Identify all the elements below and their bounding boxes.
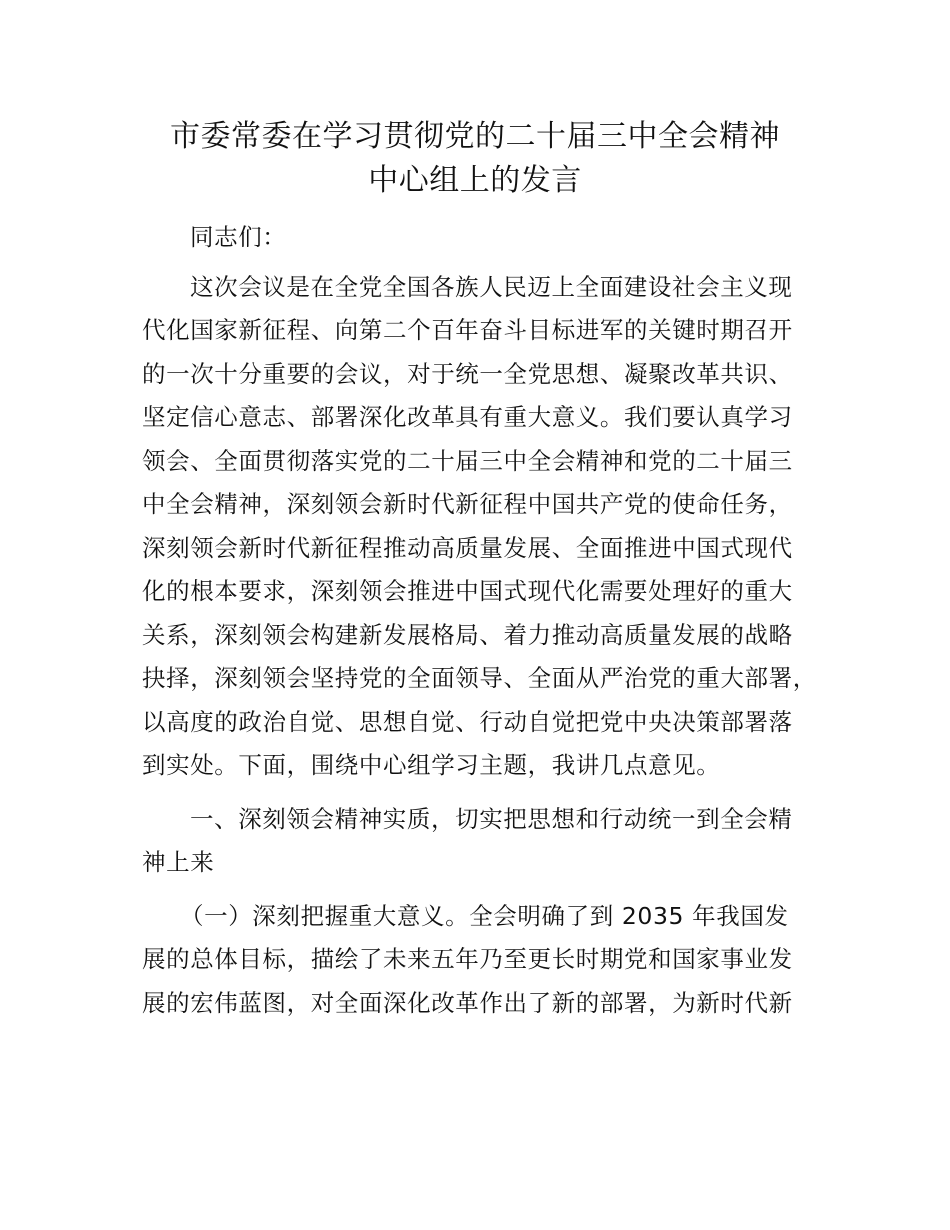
section-heading-1: 一、深刻领会精神实质，切实把思想和行动统一到全会精	[190, 805, 793, 833]
paragraph-1-line: 领会、全面贯彻落实党的二十届三中全会精神和党的二十届三	[142, 447, 793, 475]
paragraph-1-line: 这次会议是在全党全国各族人民迈上全面建设社会主义现	[190, 273, 793, 301]
paragraph-2-line: （一）深刻把握重大意义。全会明确了到 2035 年我国发	[180, 902, 789, 930]
paragraph-1-line: 关系，深刻领会构建新发展格局、着力推动高质量发展的战略	[142, 621, 793, 649]
salutation: 同志们：	[190, 223, 287, 251]
paragraph-1-line: 代化国家新征程、向第二个百年奋斗目标进军的关键时期召开	[142, 316, 793, 344]
paragraph-1-line: 以高度的政治自觉、思想自觉、行动自觉把党中央决策部署落	[142, 708, 793, 736]
paragraph-1-line: 化的根本要求，深刻领会推进中国式现代化需要处理好的重大	[142, 577, 793, 605]
paragraph-1-line: 坚定信心意志、部署深化改革具有重大意义。我们要认真学习	[142, 403, 793, 431]
document-title-line-2: 中心组上的发言	[368, 163, 582, 198]
paragraph-1-line: 中全会精神，深刻领会新时代新征程中国共产党的使命任务，	[142, 490, 793, 518]
paragraph-1-line: 深刻领会新时代新征程推动高质量发展、全面推进中国式现代	[142, 534, 793, 562]
paragraph-1-line: 到实处。下面，围绕中心组学习主题，我讲几点意见。	[142, 751, 721, 779]
paragraph-2-line: 展的宏伟蓝图，对全面深化改革作出了新的部署，为新时代新	[142, 989, 793, 1017]
paragraph-2-line: 展的总体目标，描绘了未来五年乃至更长时期党和国家事业发	[142, 945, 793, 973]
section-heading-1-continued: 神上来	[142, 848, 215, 876]
document-title-line-1: 市委常委在学习贯彻党的二十届三中全会精神	[170, 119, 780, 154]
paragraph-1-line: 抉择，深刻领会坚持党的全面领导、全面从严治党的重大部署，	[142, 664, 817, 692]
paragraph-1-line: 的一次十分重要的会议，对于统一全党思想、凝聚改革共识、	[142, 360, 793, 388]
